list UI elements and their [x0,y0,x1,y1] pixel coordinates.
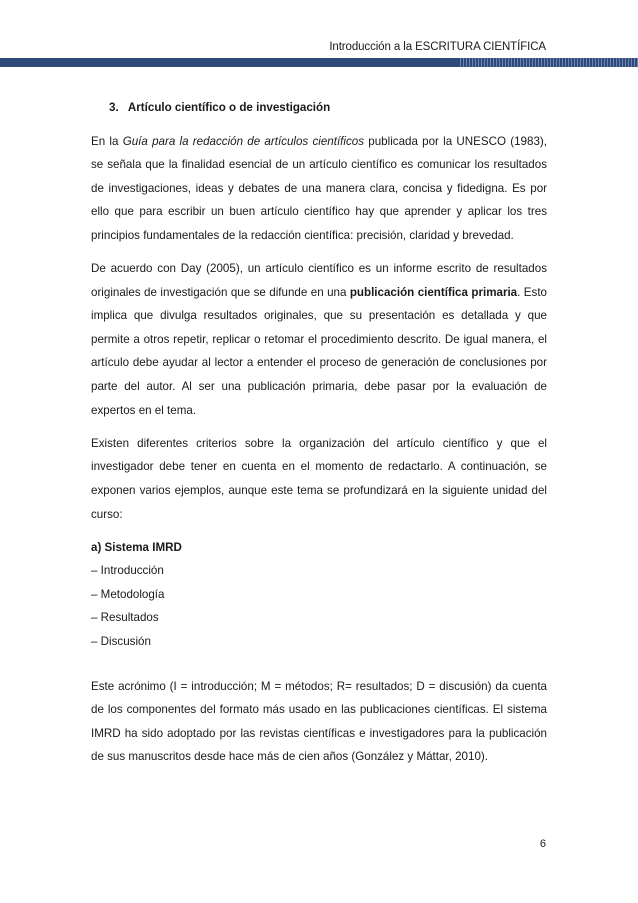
paragraph-2-post: . Esto implica que divulga resultados originales, que su presentación es detallada y que permite a otros repetir, replicar o retomar el procedimiento descrito. De igual manera, el artículo debe ayudar al lector a entender el proceso de generación de conclusiones por parte del autor. Al ser una publicación primaria, debe pasar por la evaluación de expertos en el tema. [91,285,547,417]
section-title: Artículo científico o de investigación [127,101,331,114]
page-number: 6 [539,838,546,850]
page-body [91,96,547,778]
paragraph-day [91,257,547,422]
list-item: – Metodología [91,587,165,601]
paragraph-2-pre: De acuerdo con Day (2005), un artículo científico es un informe escrito de resultados originales de investigación que se difunde en una [91,262,547,299]
running-header-title: Introducción a la ESCRITURA CIENTÍFICA [329,41,546,53]
paragraph-1-pre: En la [91,134,123,148]
list-item: – Introducción [91,564,164,578]
list-item: – Discusión [91,634,151,648]
paragraph-criteria: Existen diferentes criterios sobre la organización del artículo científico y que el investigador debe tener en cuenta en el momento de redactarlo. A continuación, se exponen varios ejemplos, aunque este tema se profundizará en la siguiente unidad del curso: [91,436,547,521]
header-rule-hatch [458,58,638,67]
paragraph-unesco [91,130,547,248]
list-item: – Resultados [91,611,159,625]
section-number: 3. [109,101,119,114]
imrd-list-title: a) Sistema IMRD [91,540,182,554]
guide-title: Guía para la redacción de artículos científicos [122,134,365,148]
imrd-list [91,559,547,653]
paragraph-1-post: publicada por la UNESCO (1983), se señala que la finalidad esencial de un artículo científico es comunicar los resultados de investigaciones, ideas y debates de una manera clara, concisa y fidedigna. Es por ello que para escribir un buen artículo científico hay que aprender y aplicar los tres principios fundamentales de la redacción científica: precisión, claridad y brevedad. [91,134,547,242]
paragraph-acronym: Este acrónimo (I = introducción; M = métodos; R= resultados; D = discusión) da cuenta de los componentes del formato más usado en las publicaciones científicas. El sistema IMRD ha sido adoptado por las revistas científicas e investigadores para la publicación de sus manuscritos desde hace más de cien años (González y Máttar, 2010). [91,679,547,764]
primary-publication-term: publicación científica primaria [349,285,518,299]
header-rule [0,58,638,67]
section-heading [109,96,547,120]
